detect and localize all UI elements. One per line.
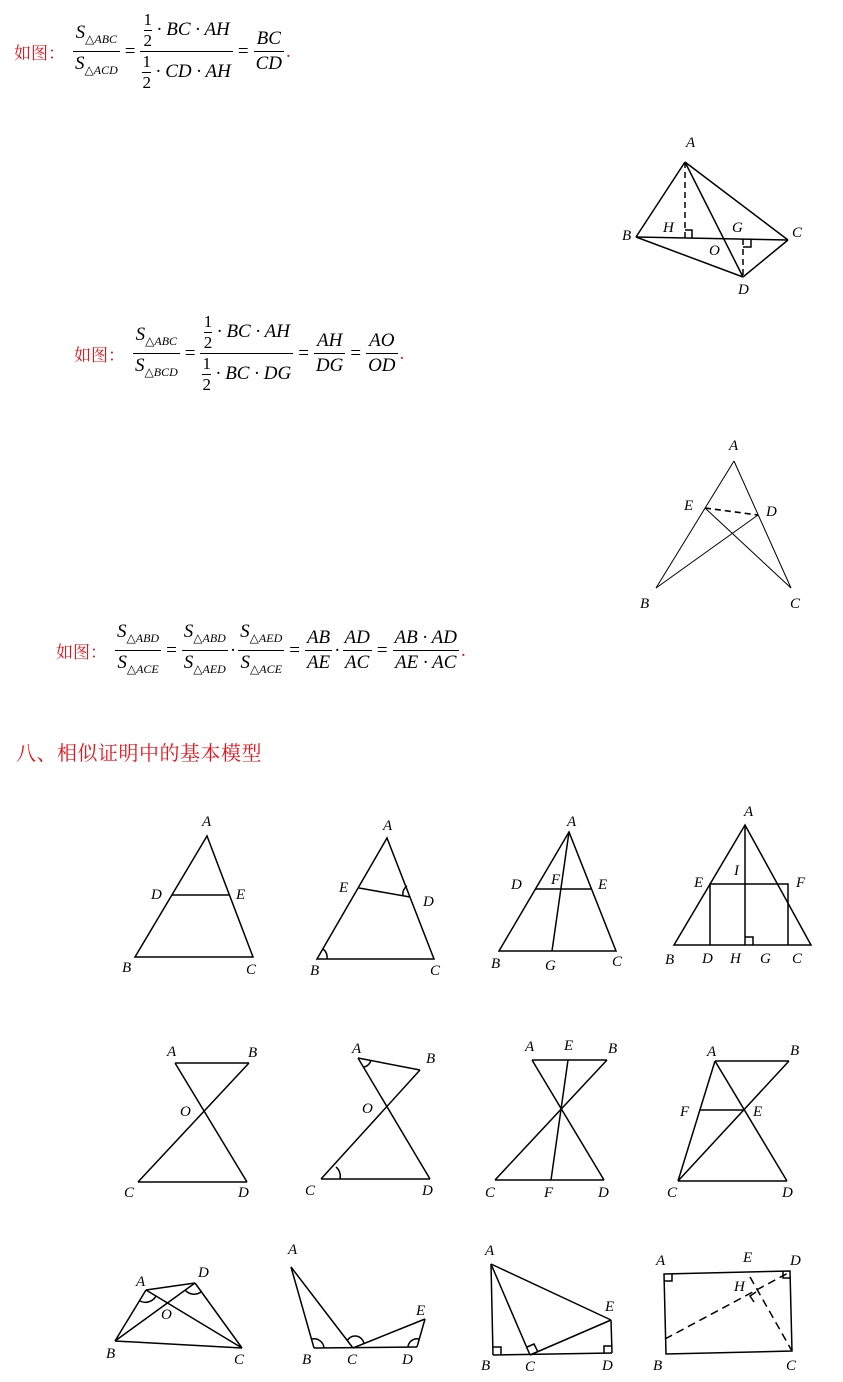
svg-text:D: D bbox=[511, 877, 522, 893]
svg-text:B: B bbox=[665, 952, 675, 968]
svg-text:D: D bbox=[198, 1265, 209, 1281]
svg-text:A: A bbox=[525, 1039, 535, 1055]
formula-1 bbox=[14, 10, 291, 93]
svg-text:E: E bbox=[694, 875, 704, 891]
svg-text:C: C bbox=[234, 1352, 245, 1368]
svg-text:E: E bbox=[743, 1250, 753, 1266]
svg-text:E: E bbox=[684, 498, 694, 514]
svg-text:E: E bbox=[236, 887, 246, 903]
height-ratio: $\frac{AH}{DG}$ bbox=[315, 330, 344, 376]
svg-text:B: B bbox=[106, 1346, 116, 1362]
figure-quad-heights bbox=[610, 125, 830, 305]
svg-text:O: O bbox=[180, 1104, 191, 1120]
figure-a-model-parallel bbox=[110, 800, 280, 990]
half-base-height-ratio: $\frac{1}{2}$ · BC · AH $\frac{1}{2}$ · CD · AH bbox=[142, 10, 231, 92]
svg-text:B: B bbox=[491, 956, 501, 972]
figure-x-model-antiparallel bbox=[300, 1035, 460, 1205]
base-ratio: $\frac{BC}{CD}$ bbox=[255, 28, 282, 74]
svg-text:C: C bbox=[124, 1185, 135, 1201]
formula-expression: $\frac{S_{\triangle ABC}}{S_{\triangle BCD}}$ = $\frac{1}{2}$ · BC · AH $\frac{1}{2}$ · BC · DG = $\frac{AH}{DG}$ = $\frac{AO}{OD}$ . bbox=[135, 312, 405, 394]
svg-text:D: D bbox=[151, 887, 162, 903]
formula-expression: $\frac{S_{\triangle ABC}}{S_{\triangle ACD}}$ = $\frac{1}{2}$ · BC · AH $\frac{1}{2}$ · CD · AH = $\frac{BC}{CD}$ . bbox=[75, 10, 291, 92]
figure-a-model-cevian bbox=[480, 800, 640, 985]
svg-text:D: D bbox=[782, 1185, 793, 1201]
svg-text:B: B bbox=[122, 960, 132, 976]
area-ratio: $\frac{S_{\triangle ABC}}{S_{\triangle ACD}}$ bbox=[75, 22, 118, 77]
svg-text:B: B bbox=[653, 1358, 663, 1374]
figure-x-model-cevian bbox=[480, 1030, 640, 1205]
svg-text:A: A bbox=[383, 818, 393, 834]
half-base-height-ratio: $\frac{1}{2}$ · BC · AH $\frac{1}{2}$ · BC · DG bbox=[202, 312, 292, 394]
area-ratio-2: $\frac{S_{\triangle AED}}{S_{\triangle ACE}}$ bbox=[240, 621, 283, 676]
svg-text:F: F bbox=[544, 1185, 554, 1201]
svg-text:B: B bbox=[481, 1358, 491, 1374]
figure-a-model-antiparallel bbox=[300, 800, 460, 990]
ratio-ab-ae: $\frac{AB}{AE}$ bbox=[306, 627, 331, 673]
svg-text:O: O bbox=[709, 243, 720, 259]
figure-one-line-three-angles bbox=[280, 1235, 450, 1382]
figure-butterfly-quad bbox=[100, 1235, 260, 1382]
svg-text:E: E bbox=[564, 1038, 574, 1054]
svg-text:E: E bbox=[339, 880, 349, 896]
svg-text:A: A bbox=[656, 1253, 666, 1269]
product-ratio: $\frac{AB \cdot AD}{AE \cdot AC}$ bbox=[394, 627, 457, 673]
svg-text:A: A bbox=[686, 135, 696, 151]
formula-3 bbox=[56, 620, 466, 681]
svg-text:B: B bbox=[248, 1045, 258, 1061]
svg-text:O: O bbox=[161, 1307, 172, 1323]
area-ratio: $\frac{S_{\triangle ABD}}{S_{\triangle ACE}}$ bbox=[117, 621, 160, 676]
svg-text:G: G bbox=[760, 951, 771, 967]
svg-text:B: B bbox=[790, 1043, 800, 1059]
svg-text:A: A bbox=[288, 1242, 298, 1258]
figure-inscribed-rectangle bbox=[650, 800, 820, 980]
figure-x-model-parallel bbox=[110, 1035, 280, 1205]
figure-trapezoid-x-model bbox=[650, 1030, 820, 1205]
formula-label: 如图： bbox=[74, 346, 125, 366]
svg-text:D: D bbox=[422, 1183, 433, 1199]
svg-text:D: D bbox=[423, 894, 434, 910]
svg-text:B: B bbox=[310, 963, 320, 979]
svg-text:A: A bbox=[202, 814, 212, 830]
svg-text:H: H bbox=[730, 951, 741, 967]
svg-text:A: A bbox=[729, 438, 739, 454]
svg-text:C: C bbox=[246, 962, 257, 978]
svg-text:I: I bbox=[734, 863, 739, 879]
figure-crossing-cevians bbox=[630, 430, 820, 615]
svg-text:B: B bbox=[426, 1051, 436, 1067]
svg-text:C: C bbox=[485, 1185, 496, 1201]
svg-text:A: A bbox=[167, 1044, 177, 1060]
svg-text:D: D bbox=[402, 1352, 413, 1368]
ratio-ad-ac: $\frac{AD}{AC}$ bbox=[344, 627, 370, 673]
svg-text:D: D bbox=[602, 1358, 613, 1374]
svg-text:B: B bbox=[640, 596, 650, 612]
formula-label: 如图： bbox=[14, 44, 65, 64]
svg-text:D: D bbox=[702, 951, 713, 967]
svg-text:B: B bbox=[302, 1352, 312, 1368]
svg-text:E: E bbox=[598, 877, 608, 893]
formula-expression: $\frac{S_{\triangle ABD}}{S_{\triangle ACE}}$ = $\frac{S_{\triangle ABD}}{S_{\triangle AED}}$ · $\frac{S_{\triangle AED}}{S_{\triangle ACE}}$ = $\frac{AB}{AE}$ · $\frac{AD}{AC}$ = $\frac{AB \cdot AD}{AE \cdot AC}$ . bbox=[113, 620, 466, 681]
segment-ratio: $\frac{AO}{OD}$ bbox=[368, 330, 396, 376]
area-ratio-1: $\frac{S_{\triangle ABD}}{S_{\triangle AED}}$ bbox=[183, 621, 226, 676]
svg-text:G: G bbox=[545, 958, 556, 974]
svg-text:D: D bbox=[238, 1185, 249, 1201]
svg-text:A: A bbox=[136, 1274, 146, 1290]
svg-text:F: F bbox=[796, 875, 806, 891]
svg-text:C: C bbox=[347, 1352, 358, 1368]
svg-text:H: H bbox=[734, 1279, 745, 1295]
svg-text:A: A bbox=[485, 1243, 495, 1259]
svg-text:F: F bbox=[680, 1104, 690, 1120]
svg-text:C: C bbox=[790, 596, 801, 612]
svg-text:G: G bbox=[732, 220, 743, 236]
figure-right-angle-three bbox=[470, 1235, 630, 1382]
svg-text:C: C bbox=[305, 1183, 316, 1199]
figure-rectangle-perpendicular bbox=[650, 1235, 830, 1382]
svg-text:H: H bbox=[663, 220, 674, 236]
svg-text:A: A bbox=[567, 814, 577, 830]
svg-text:E: E bbox=[605, 1299, 615, 1315]
svg-text:C: C bbox=[667, 1185, 678, 1201]
svg-text:D: D bbox=[598, 1185, 609, 1201]
svg-text:D: D bbox=[738, 282, 749, 298]
section-heading: 八、相似证明中的基本模型 bbox=[16, 741, 262, 765]
svg-text:A: A bbox=[707, 1044, 717, 1060]
svg-text:C: C bbox=[525, 1359, 536, 1375]
svg-text:C: C bbox=[792, 951, 803, 967]
svg-text:E: E bbox=[753, 1104, 763, 1120]
svg-text:B: B bbox=[622, 228, 632, 244]
formula-2 bbox=[74, 312, 404, 395]
svg-text:A: A bbox=[352, 1041, 362, 1057]
svg-text:E: E bbox=[416, 1303, 426, 1319]
svg-text:C: C bbox=[430, 963, 441, 979]
svg-text:C: C bbox=[792, 225, 803, 241]
area-ratio: $\frac{S_{\triangle ABC}}{S_{\triangle BCD}}$ bbox=[135, 324, 178, 379]
svg-text:B: B bbox=[608, 1041, 618, 1057]
svg-text:F: F bbox=[551, 872, 561, 888]
formula-label: 如图： bbox=[56, 643, 107, 663]
svg-text:C: C bbox=[786, 1358, 797, 1374]
svg-text:C: C bbox=[612, 954, 623, 970]
svg-text:D: D bbox=[790, 1253, 801, 1269]
svg-text:O: O bbox=[362, 1101, 373, 1117]
svg-text:D: D bbox=[766, 504, 777, 520]
svg-text:A: A bbox=[744, 804, 754, 820]
